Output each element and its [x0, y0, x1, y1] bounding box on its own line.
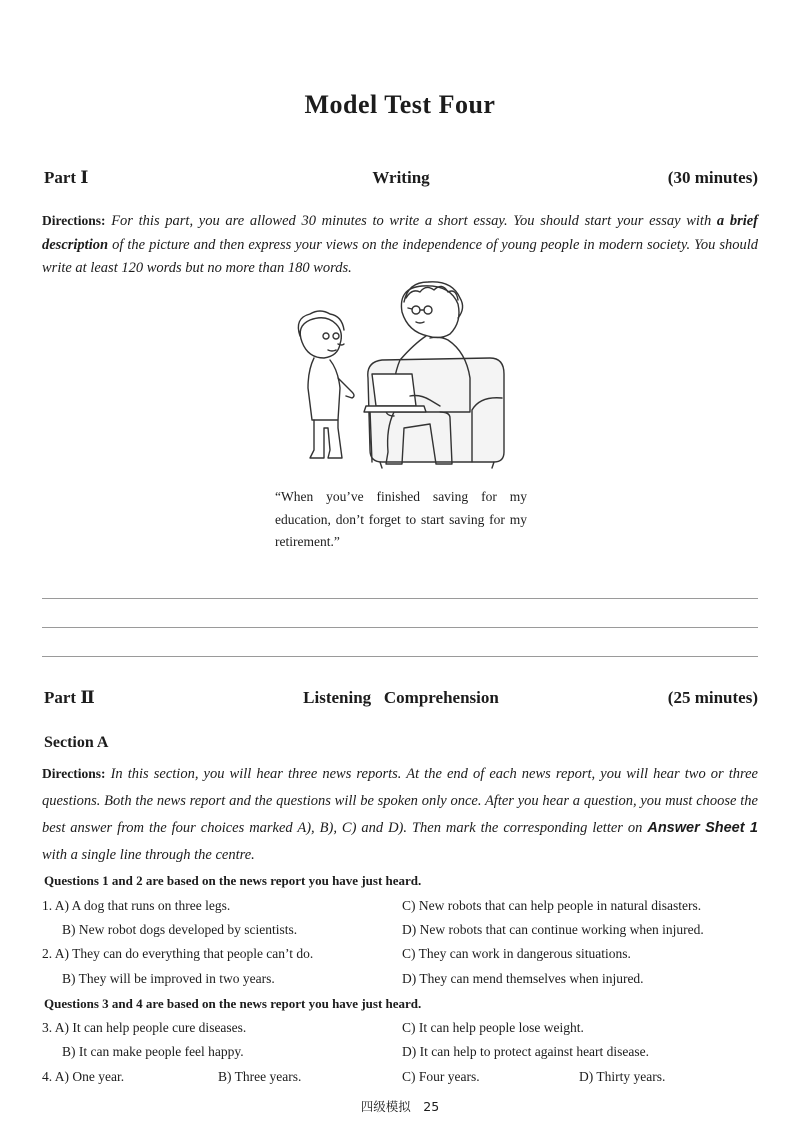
directions-text-b: with a single line through the centre.	[42, 847, 255, 863]
part-2-time: (25 minutes)	[667, 688, 758, 707]
q1-option-b: B) New robot dogs developed by scientists.	[62, 922, 298, 937]
page-footer: 四级模拟 25	[360, 1099, 440, 1114]
directions-bold: a brief description	[42, 213, 759, 253]
part-1-header	[44, 168, 758, 192]
directions-label: Directions:	[42, 213, 106, 228]
q4-option-c: C) Four years.	[402, 1069, 480, 1084]
questions-heading-3-4: Questions 3 and 4 are based on the news report you have just heard.	[44, 996, 422, 1011]
directions-text-a: In this section, you will hear three news reports. At the end of each news report, you will hear two or three questions. Both the news report and the questions will be spoken only once. After you hear a question, you must choose the best answer from the four choices marked A), B), C) and D). Then mark the corresponding letter on	[42, 766, 758, 836]
part-2-directions	[42, 760, 758, 869]
q3-option-b: B) It can make people feel happy.	[62, 1044, 244, 1059]
q2-option-a: 2. A) They can do everything that people can’t do.	[42, 946, 314, 961]
cartoon-caption: “When you’ve finished saving for my education, don’t forget to start saving for my retirement.”	[275, 489, 527, 549]
part-1-time: (30 minutes)	[667, 168, 758, 187]
directions-text-b: of the picture and then express your views on the independence of young people in modern society. You should write at least 120 words but no more than 180 words.	[42, 236, 758, 276]
part-2-header	[44, 688, 758, 712]
q1-option-c: C) New robots that can help people in natural disasters.	[402, 898, 702, 913]
directions-text-a: For this part, you are allowed 30 minutes to write a short essay. You should start your essay with	[111, 213, 717, 229]
q2-option-d: D) They can mend themselves when injured.	[402, 971, 644, 986]
answer-sheet-ref: Answer Sheet 1	[647, 820, 758, 836]
q3-option-c: C) It can help people lose weight.	[402, 1020, 584, 1035]
q1-option-d: D) New robots that can continue working when injured.	[402, 922, 704, 937]
writing-line	[42, 598, 758, 599]
q1-option-a: 1. A) A dog that runs on three legs.	[42, 898, 231, 913]
q4-option-d: D) Thirty years.	[579, 1069, 666, 1084]
part-2-label: Part Ⅱ	[44, 688, 95, 707]
q4-option-b: B) Three years.	[218, 1069, 302, 1084]
questions-heading-1-2: Questions 1 and 2 are based on the news report you have just heard.	[44, 873, 422, 888]
q2-option-c: C) They can work in dangerous situations.	[402, 946, 631, 961]
writing-line	[42, 656, 758, 657]
part-1-label: Part Ⅰ	[44, 168, 89, 187]
cartoon-illustration	[290, 278, 512, 474]
part-2-name: Listening Comprehension	[303, 688, 499, 707]
page-title: Model Test Four	[304, 90, 496, 119]
part-1-name: Writing	[372, 168, 430, 187]
q3-option-d: D) It can help to protect against heart disease.	[402, 1044, 650, 1059]
directions-label: Directions:	[42, 766, 106, 781]
writing-line	[42, 627, 758, 628]
q3-option-a: 3. A) It can help people cure diseases.	[42, 1020, 247, 1035]
section-a-heading: Section A	[44, 734, 109, 751]
q2-option-b: B) They will be improved in two years.	[62, 971, 275, 986]
part-1-directions	[42, 209, 758, 281]
q4-option-a: 4. A) One year.	[42, 1069, 125, 1084]
